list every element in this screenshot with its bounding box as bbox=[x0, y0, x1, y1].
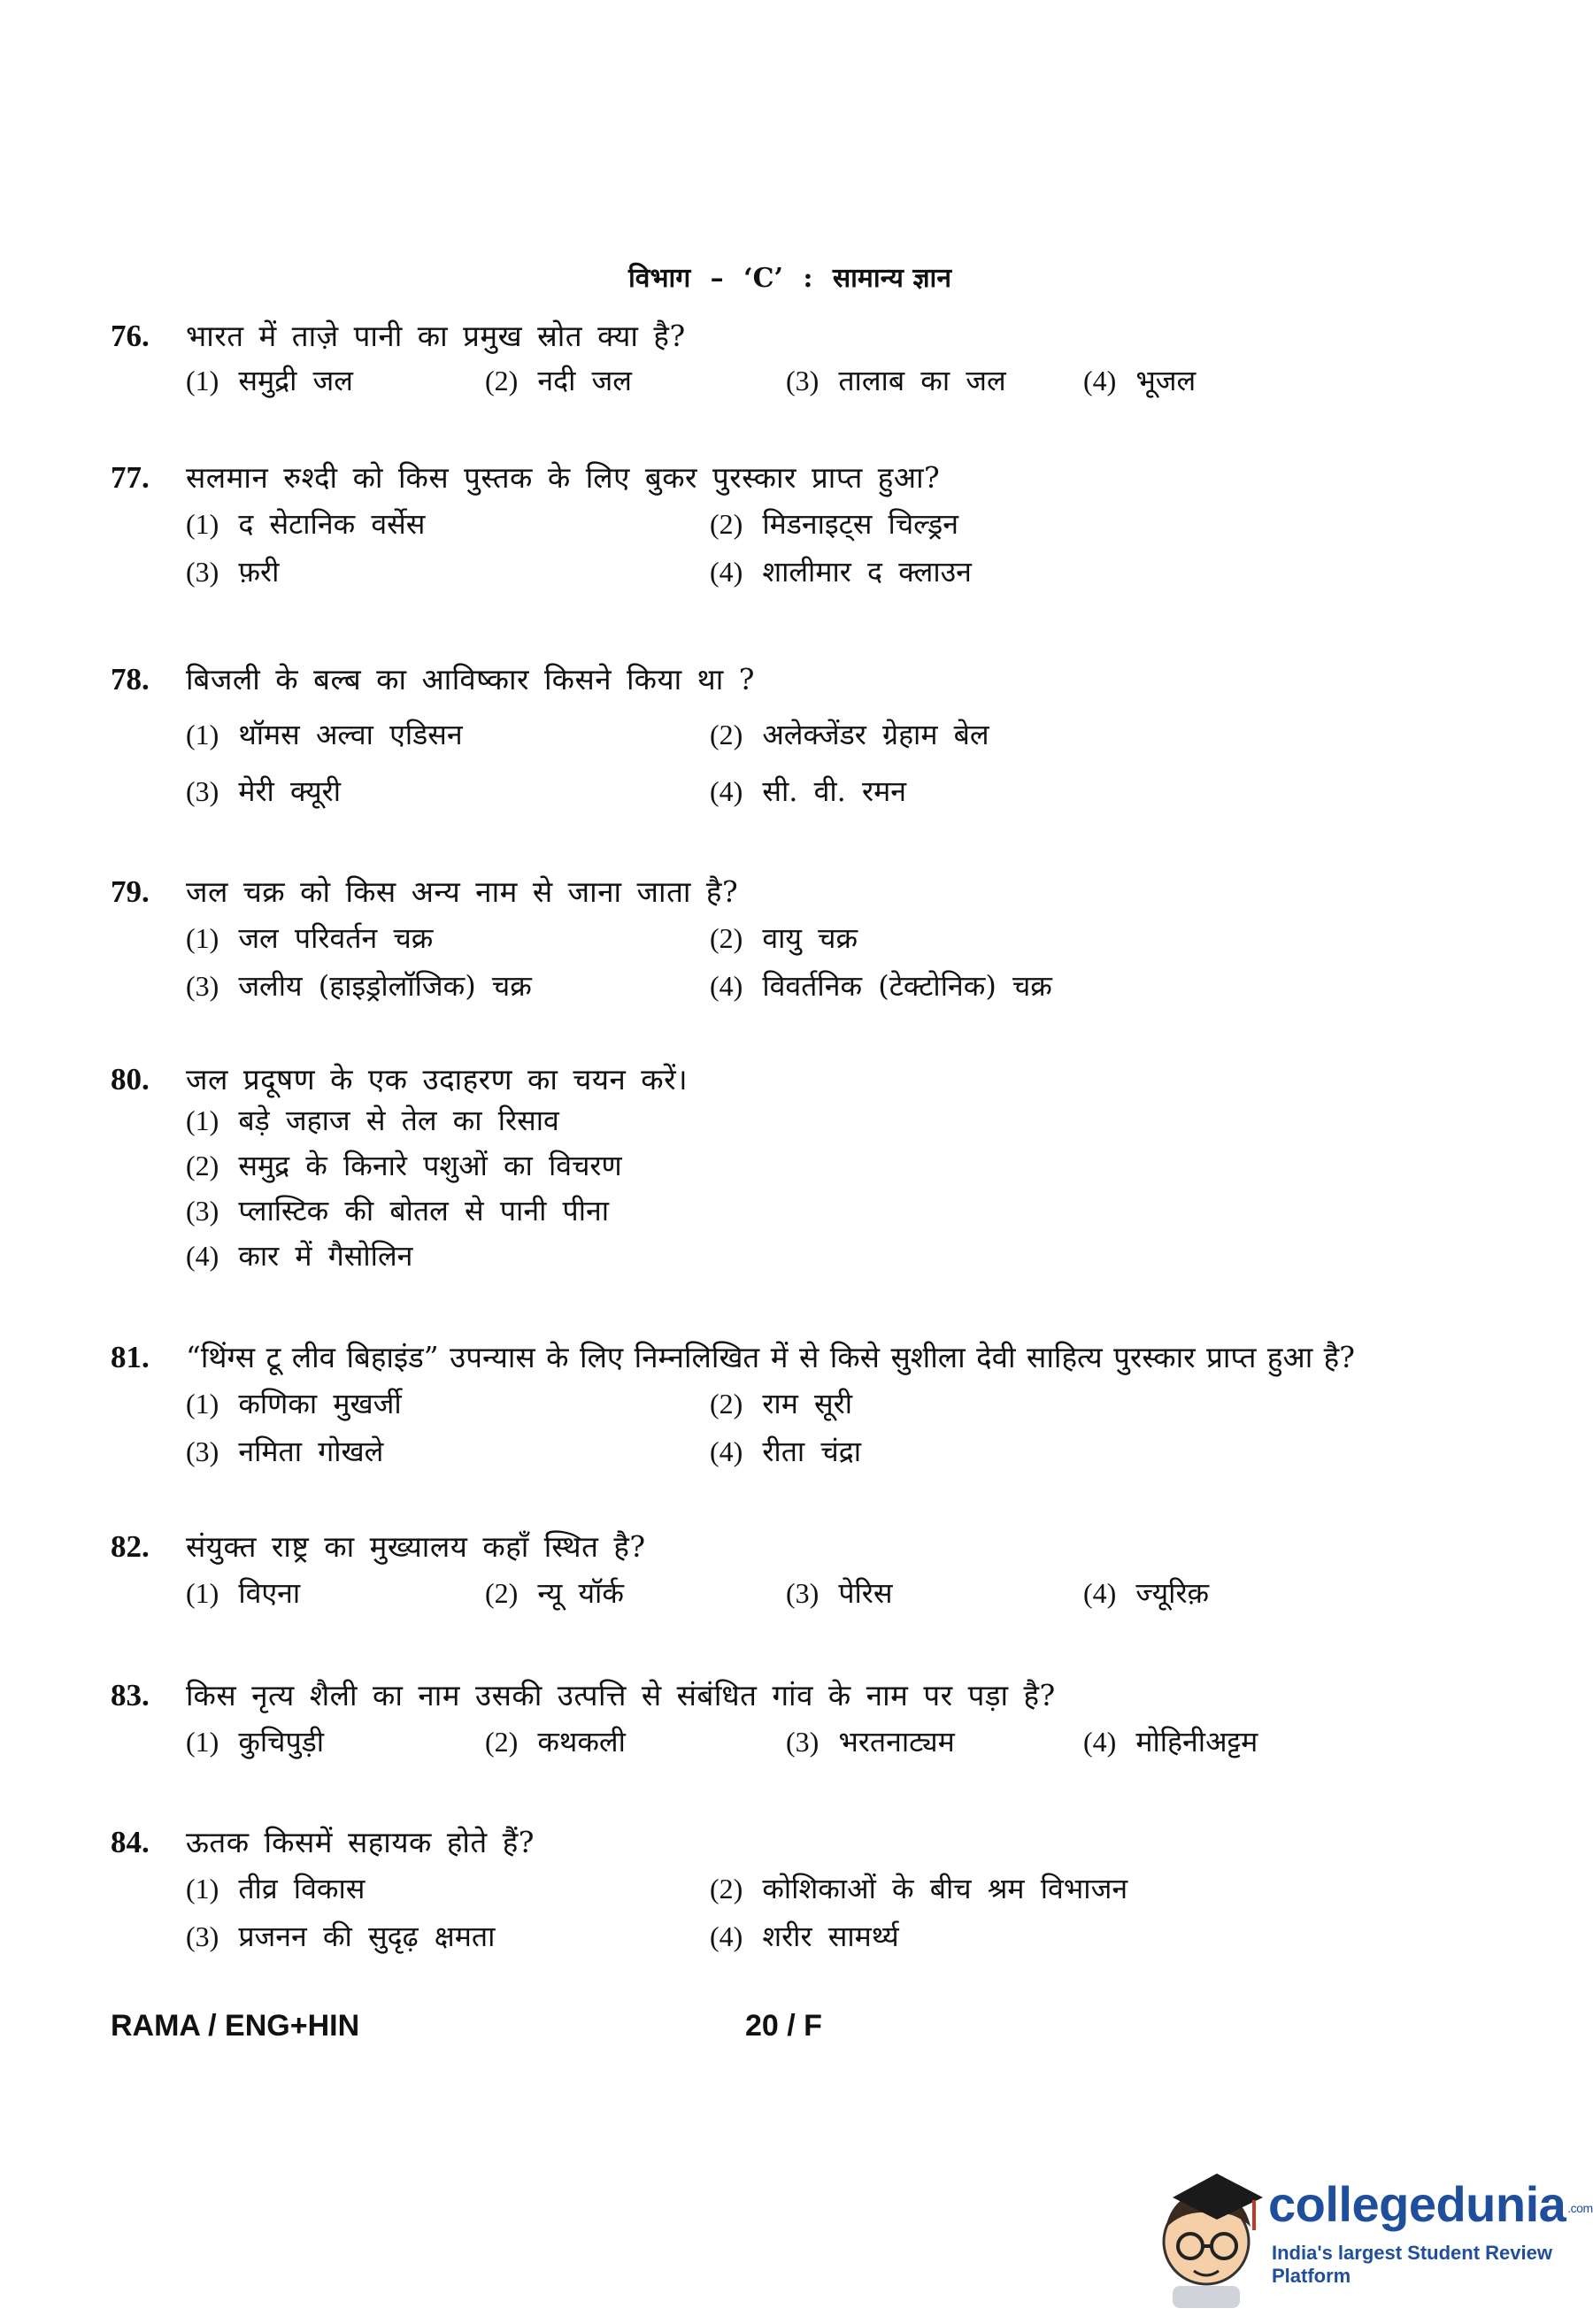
option-1 bbox=[186, 1101, 559, 1139]
option-number: (4) bbox=[1083, 1726, 1117, 1758]
option-number: (2) bbox=[710, 922, 743, 954]
collegedunia-logo bbox=[1155, 2158, 1593, 2308]
option-text: नमिता गोखले bbox=[238, 1435, 384, 1468]
question-text: भारत में ताज़े पानी का प्रमुख स्रोत क्या है? bbox=[186, 319, 686, 353]
option-4 bbox=[710, 1917, 899, 1955]
option-text: रीता चंद्रा bbox=[762, 1435, 861, 1468]
option-number: (1) bbox=[186, 1873, 219, 1905]
option-text: कार में गैसोलिन bbox=[238, 1239, 413, 1273]
option-text: सी. वी. रमन bbox=[762, 774, 906, 808]
paper-code: RAMA / ENG+HIN bbox=[111, 2009, 360, 2043]
section-letter: ‘C’ bbox=[743, 263, 783, 294]
option-text: कथकली bbox=[537, 1725, 626, 1758]
question-text: जल चक्र को किस अन्य नाम से जाना जाता है? bbox=[186, 874, 739, 909]
option-3 bbox=[186, 1917, 495, 1955]
option-number: (3) bbox=[186, 556, 219, 588]
option-4 bbox=[710, 552, 972, 590]
option-3 bbox=[186, 966, 532, 1004]
option-4 bbox=[710, 1432, 861, 1470]
option-number: (1) bbox=[186, 508, 219, 540]
option-text: कणिका मुखर्जी bbox=[238, 1387, 402, 1420]
option-number: (1) bbox=[186, 1726, 219, 1758]
student-mascot-icon bbox=[1155, 2158, 1270, 2308]
question-76 bbox=[111, 317, 1491, 400]
option-text: विएना bbox=[238, 1576, 301, 1610]
option-text: नदी जल bbox=[537, 364, 632, 397]
option-1 bbox=[186, 361, 353, 399]
question-number: 78. bbox=[111, 662, 150, 696]
option-3 bbox=[186, 1191, 609, 1229]
option-2 bbox=[710, 1384, 852, 1422]
option-text: भूजल bbox=[1135, 364, 1197, 397]
option-2 bbox=[485, 1574, 624, 1612]
option-1 bbox=[186, 919, 433, 957]
option-1 bbox=[186, 1574, 300, 1612]
question-text: ऊतक किसमें सहायक होते हैं? bbox=[186, 1825, 535, 1859]
question-number: 82. bbox=[111, 1529, 150, 1564]
question-text: “थिंग्स टू लीव बिहाइंड” उपन्यास के लिए निम्नलिखित में से किसे सुशीला देवी साहित्य पुरस्कार प्राप्त हुआ है? bbox=[186, 1340, 1355, 1374]
option-text: अलेक्जेंडर ग्रेहाम बेल bbox=[762, 718, 989, 751]
option-number: (2) bbox=[710, 1873, 743, 1905]
option-number: (4) bbox=[710, 1920, 743, 1952]
option-text: मिडनाइट्स चिल्ड्रन bbox=[762, 507, 959, 541]
option-number: (4) bbox=[186, 1240, 219, 1272]
option-text: बड़े जहाज से तेल का रिसाव bbox=[238, 1104, 559, 1137]
option-4 bbox=[1083, 1574, 1209, 1612]
option-number: (4) bbox=[710, 775, 743, 807]
option-3 bbox=[186, 552, 279, 590]
section-name: सामान्य ज्ञान bbox=[832, 263, 951, 294]
option-number: (2) bbox=[710, 508, 743, 540]
option-number: (3) bbox=[186, 1435, 219, 1467]
option-3 bbox=[786, 361, 1006, 399]
option-text: शालीमार द क्लाउन bbox=[762, 555, 972, 589]
option-2 bbox=[710, 1869, 1127, 1907]
question-81 bbox=[111, 1338, 1491, 1474]
option-number: (4) bbox=[710, 1435, 743, 1467]
option-1 bbox=[186, 1384, 402, 1422]
option-number: (4) bbox=[1083, 365, 1117, 396]
option-number: (3) bbox=[786, 365, 820, 396]
question-number: 77. bbox=[111, 460, 150, 495]
section-colon: : bbox=[803, 263, 813, 294]
option-text: तीव्र विकास bbox=[238, 1872, 366, 1905]
option-number: (3) bbox=[186, 970, 219, 1002]
section-dash: – bbox=[710, 263, 724, 294]
question-number: 76. bbox=[111, 319, 150, 353]
question-number: 81. bbox=[111, 1340, 150, 1374]
option-3 bbox=[786, 1574, 893, 1612]
option-1 bbox=[186, 715, 463, 753]
option-number: (2) bbox=[186, 1150, 219, 1181]
option-3 bbox=[186, 772, 341, 810]
option-2 bbox=[485, 1722, 626, 1760]
option-text: जल परिवर्तन चक्र bbox=[238, 921, 434, 955]
option-number: (2) bbox=[485, 365, 519, 396]
option-number: (1) bbox=[186, 1577, 219, 1609]
option-number: (3) bbox=[186, 1920, 219, 1952]
section-title bbox=[0, 258, 1580, 295]
option-2 bbox=[186, 1146, 622, 1184]
option-text: न्यू यॉर्क bbox=[537, 1576, 624, 1610]
option-number: (1) bbox=[186, 365, 219, 396]
option-number: (4) bbox=[1083, 1577, 1117, 1609]
option-text: ज्यूरिक़ bbox=[1135, 1576, 1210, 1610]
option-3 bbox=[786, 1722, 955, 1760]
option-text: प्लास्टिक की बोतल से पानी पीना bbox=[238, 1194, 610, 1227]
option-text: समुद्री जल bbox=[238, 364, 353, 397]
option-number: (1) bbox=[186, 922, 219, 954]
option-2 bbox=[710, 504, 958, 543]
option-2 bbox=[710, 715, 989, 753]
section-label: विभाग bbox=[628, 263, 691, 294]
option-text: कुचिपुड़ी bbox=[238, 1725, 325, 1758]
option-text: समुद्र के किनारे पशुओं का विचरण bbox=[238, 1149, 622, 1182]
question-83 bbox=[111, 1676, 1491, 1759]
option-text: मोहिनीअट्टम bbox=[1135, 1725, 1258, 1758]
option-number: (2) bbox=[710, 1388, 743, 1420]
option-text: विवर्तनिक (टेक्टोनिक) चक्र bbox=[762, 969, 1052, 1003]
question-77 bbox=[111, 458, 1491, 595]
option-3 bbox=[186, 1432, 383, 1470]
option-2 bbox=[710, 919, 858, 957]
question-text: सलमान रुश्दी को किस पुस्तक के लिए बुकर पुरस्कार प्राप्त हुआ? bbox=[186, 460, 941, 495]
option-1 bbox=[186, 1722, 324, 1760]
option-4 bbox=[710, 966, 1052, 1004]
option-number: (1) bbox=[186, 1388, 219, 1420]
option-text: कोशिकाओं के बीच श्रम विभाजन bbox=[762, 1872, 1128, 1905]
page-number: 20 / F bbox=[745, 2009, 822, 2043]
option-number: (3) bbox=[186, 1195, 219, 1227]
option-1 bbox=[186, 1869, 365, 1907]
option-4 bbox=[710, 772, 906, 810]
option-text: मेरी क्यूरी bbox=[238, 774, 342, 808]
brand-text: collegedunia bbox=[1268, 2176, 1566, 2232]
option-text: पेरिस bbox=[838, 1576, 893, 1610]
question-number: 84. bbox=[111, 1825, 150, 1859]
question-79 bbox=[111, 873, 1491, 1009]
question-number: 80. bbox=[111, 1062, 150, 1097]
question-text: बिजली के बल्ब का आविष्कार किसने किया था ? bbox=[186, 662, 755, 696]
option-text: वायु चक्र bbox=[762, 921, 858, 955]
option-number: (1) bbox=[186, 1104, 219, 1136]
brand-name bbox=[1268, 2175, 1593, 2233]
option-number: (4) bbox=[710, 556, 743, 588]
question-78 bbox=[111, 660, 1491, 814]
brand-tagline: India's largest Student Review Platform bbox=[1272, 2242, 1552, 2287]
question-84 bbox=[111, 1823, 1491, 1959]
option-text: शरीर सामर्थ्य bbox=[762, 1920, 899, 1953]
option-text: थॉमस अल्वा एडिसन bbox=[238, 718, 463, 751]
option-4 bbox=[186, 1236, 412, 1274]
option-1 bbox=[186, 504, 425, 543]
question-number: 83. bbox=[111, 1678, 150, 1712]
option-2 bbox=[485, 361, 632, 399]
question-text: संयुक्त राष्ट्र का मुख्यालय कहाँ स्थित है? bbox=[186, 1529, 646, 1564]
option-4 bbox=[1083, 1722, 1258, 1760]
option-text: भरतनाट्यम bbox=[838, 1725, 955, 1758]
option-number: (1) bbox=[186, 719, 219, 750]
option-number: (4) bbox=[710, 970, 743, 1002]
option-text: फ़री bbox=[238, 555, 280, 589]
option-text: प्रजनन की सुदृढ़ क्षमता bbox=[238, 1920, 496, 1953]
option-text: राम सूरी bbox=[762, 1387, 853, 1420]
question-text: किस नृत्य शैली का नाम उसकी उत्पत्ति से संबंधित गांव के नाम पर पड़ा है? bbox=[186, 1678, 1056, 1712]
option-4 bbox=[1083, 361, 1196, 399]
option-number: (2) bbox=[485, 1577, 519, 1609]
brand-suffix: .com bbox=[1567, 2201, 1593, 2216]
option-number: (3) bbox=[186, 775, 219, 807]
option-number: (2) bbox=[485, 1726, 519, 1758]
question-number: 79. bbox=[111, 874, 150, 909]
question-82 bbox=[111, 1528, 1491, 1611]
option-number: (3) bbox=[786, 1726, 820, 1758]
option-text: जलीय (हाइड्रोलॉजिक) चक्र bbox=[238, 969, 532, 1003]
option-text: तालाब का जल bbox=[838, 364, 1006, 397]
option-text: द सेटानिक वर्सेस bbox=[238, 507, 426, 541]
option-number: (3) bbox=[786, 1577, 820, 1609]
option-number: (2) bbox=[710, 719, 743, 750]
question-text: जल प्रदूषण के एक उदाहरण का चयन करें। bbox=[186, 1062, 689, 1097]
question-80 bbox=[111, 1060, 1491, 1285]
